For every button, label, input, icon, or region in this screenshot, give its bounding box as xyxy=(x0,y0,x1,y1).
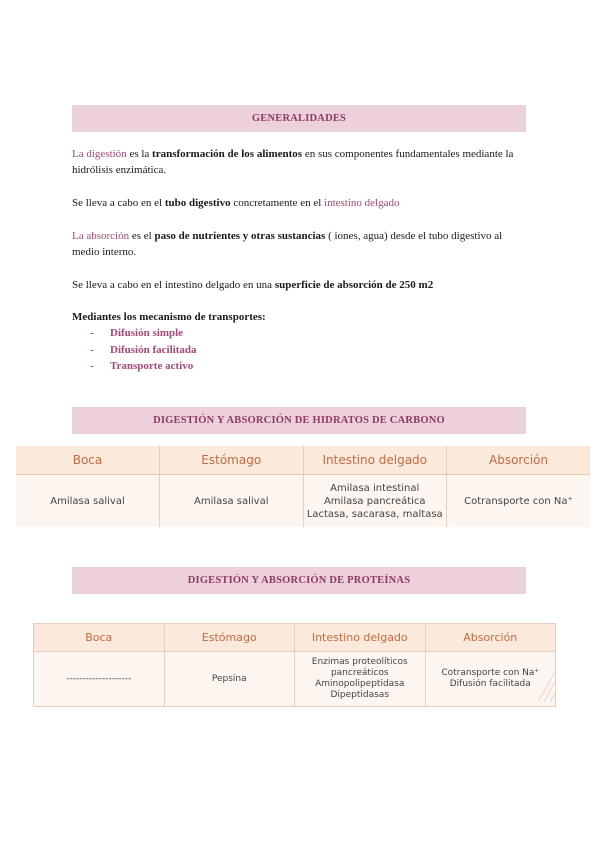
carbohydrates-table xyxy=(16,446,590,527)
header-boca: Boca xyxy=(16,446,160,475)
term-intestino-delgado: intestino delgado xyxy=(324,197,400,209)
text: en sus componentes fundamentales mediante la hidrólisis enzimática. xyxy=(72,148,514,176)
cell-absorcion: Cotransporte con Na⁺ xyxy=(464,495,573,507)
mechanisms-title xyxy=(72,309,528,325)
paragraph-digestion xyxy=(72,146,528,178)
section-header-hidratos: DIGESTIÓN Y ABSORCIÓN DE HIDRATOS DE CARBONO xyxy=(72,407,526,434)
decorative-corner-lines xyxy=(538,660,556,702)
term-absorcion: La absorción xyxy=(72,230,130,242)
enzyme-line: Amilasa intestinal xyxy=(330,482,420,494)
cell-intestino xyxy=(303,475,447,528)
cell-boca: -------------------- xyxy=(34,652,165,707)
text: concretamente en el xyxy=(230,197,325,209)
cell-absorcion xyxy=(425,652,556,707)
bold-text: transformación de los alimentos xyxy=(152,148,303,160)
absorption-line: Cotransporte con Na⁺ xyxy=(441,668,540,678)
table-row xyxy=(34,652,556,707)
table-row xyxy=(16,475,590,528)
text: es la xyxy=(126,148,153,160)
cell-boca: Amilasa salival xyxy=(16,475,160,528)
section-header-proteinas: DIGESTIÓN Y ABSORCIÓN DE PROTEÍNAS xyxy=(72,567,526,594)
paragraph-tubo-digestivo xyxy=(72,195,528,211)
bold-text: tubo digestivo xyxy=(164,197,231,209)
text: es el xyxy=(129,230,155,242)
cell-intestino xyxy=(295,652,426,707)
enzyme-line: Enzimas proteolíticos xyxy=(311,657,408,667)
enzyme-line: Amilasa pancreática xyxy=(323,495,426,507)
header-intestino: Intestino delgado xyxy=(303,446,447,475)
bold-text: Mediantes los mecanismo de transportes: xyxy=(72,311,266,323)
enzyme-line: Lactasa, sacarasa, maltasa xyxy=(306,508,443,520)
term-digestion: La digestión xyxy=(72,148,127,160)
paragraph-superficie xyxy=(72,277,528,293)
header-absorcion: Absorción xyxy=(447,446,591,475)
proteins-table xyxy=(33,623,556,707)
bold-text: superficie de absorción de 250 m2 xyxy=(274,279,434,291)
header-estomago: Estómago xyxy=(160,446,304,475)
text: ( iones, agua) desde el tubo digestivo al medio interno. xyxy=(72,230,503,258)
bold-text: paso de nutrientes y otras sustancias xyxy=(154,230,326,242)
section-header-generalidades: GENERALIDADES xyxy=(72,105,526,132)
cell-estomago: Amilasa salival xyxy=(160,475,304,528)
enzyme-line: pancreáticos xyxy=(330,668,389,678)
text: Se lleva a cabo en el xyxy=(72,197,165,209)
list-item: - Difusión simple xyxy=(90,325,196,342)
table-header-row xyxy=(16,446,590,475)
header-boca: Boca xyxy=(34,624,165,652)
paragraph-absorcion xyxy=(72,228,528,260)
mechanisms-list xyxy=(90,325,196,375)
list-item: - Transporte activo xyxy=(90,358,196,375)
list-item: - Difusión facilitada xyxy=(90,342,196,359)
header-intestino: Intestino delgado xyxy=(295,624,426,652)
enzyme-line: Aminopolipeptidasa xyxy=(315,679,405,689)
header-absorcion: Absorción xyxy=(425,624,556,652)
header-estomago: Estómago xyxy=(164,624,295,652)
absorption-line: Difusión facilitada xyxy=(449,679,531,689)
enzyme-line: Dipeptidasas xyxy=(330,690,390,700)
cell-estomago: Pepsina xyxy=(164,652,295,707)
table-header-row xyxy=(34,624,556,652)
text: Se lleva a cabo en el intestino delgado en una xyxy=(72,279,275,291)
